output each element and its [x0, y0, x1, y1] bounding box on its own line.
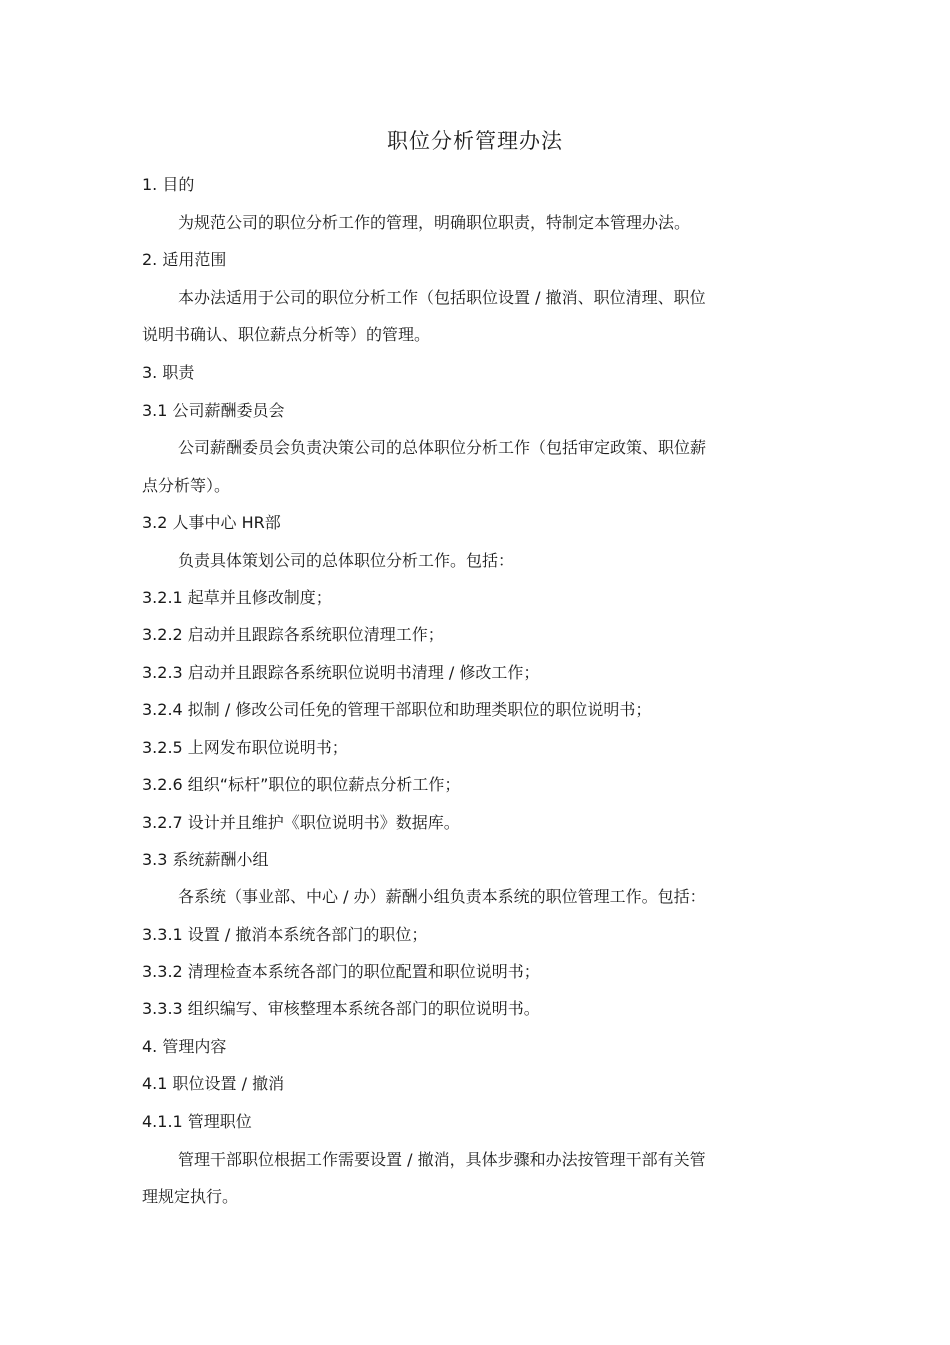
- list-item: 3.3.2 清理检查本系统各部门的职位配置和职位说明书；: [142, 962, 540, 981]
- list-item: 3.2.6 组织“标杆”职位的职位薪点分析工作；: [142, 775, 461, 794]
- list-item: 3.2.3 启动并且跟踪各系统职位说明书清理 / 修改工作；: [142, 663, 540, 682]
- paragraph-line: 为规范公司的职位分析工作的管理，明确职位职责，特制定本管理办法。: [178, 213, 691, 232]
- document-title: 职位分析管理办法: [387, 129, 563, 153]
- subsection-heading: 4.1.1 管理职位: [142, 1112, 252, 1131]
- paragraph-line: 点分析等）。: [142, 476, 231, 495]
- paragraph-line: 理规定执行。: [142, 1187, 239, 1206]
- subsection-heading: 3.2 人事中心 HR部: [142, 513, 281, 532]
- paragraph-line: 负责具体策划公司的总体职位分析工作。包括：: [178, 551, 515, 570]
- subsection-heading: 3.1 公司薪酬委员会: [142, 401, 285, 420]
- list-item: 3.2.7 设计并且维护《职位说明书》数据库。: [142, 813, 460, 832]
- paragraph-line: 公司薪酬委员会负责决策公司的总体职位分析工作（包括审定政策、职位薪: [178, 438, 707, 457]
- subsection-heading: 3.3 系统薪酬小组: [142, 850, 269, 869]
- subsection-heading: 4.1 职位设置 / 撤消: [142, 1074, 285, 1093]
- section-heading: 4. 管理内容: [142, 1037, 227, 1056]
- section-heading: 2. 适用范围: [142, 250, 227, 269]
- paragraph-line: 本办法适用于公司的职位分析工作（包括职位设置 / 撤消、职位清理、职位: [178, 288, 706, 307]
- list-item: 3.2.1 起草并且修改制度；: [142, 588, 332, 607]
- section-heading: 3. 职责: [142, 363, 195, 382]
- list-item: 3.3.1 设置 / 撤消本系统各部门的职位；: [142, 925, 428, 944]
- list-item: 3.3.3 组织编写、审核整理本系统各部门的职位说明书。: [142, 999, 540, 1018]
- paragraph-line: 管理干部职位根据工作需要设置 / 撤消，具体步骤和办法按管理干部有关管: [178, 1150, 706, 1169]
- paragraph-line: 各系统（事业部、中心 / 办）薪酬小组负责本系统的职位管理工作。包括：: [178, 887, 706, 906]
- list-item: 3.2.5 上网发布职位说明书；: [142, 738, 348, 757]
- section-heading: 1. 目的: [142, 175, 195, 194]
- list-item: 3.2.4 拟制 / 修改公司任免的管理干部职位和助理类职位的职位说明书；: [142, 700, 652, 719]
- list-item: 3.2.2 启动并且跟踪各系统职位清理工作；: [142, 625, 444, 644]
- paragraph-line: 说明书确认、职位薪点分析等）的管理。: [142, 325, 431, 344]
